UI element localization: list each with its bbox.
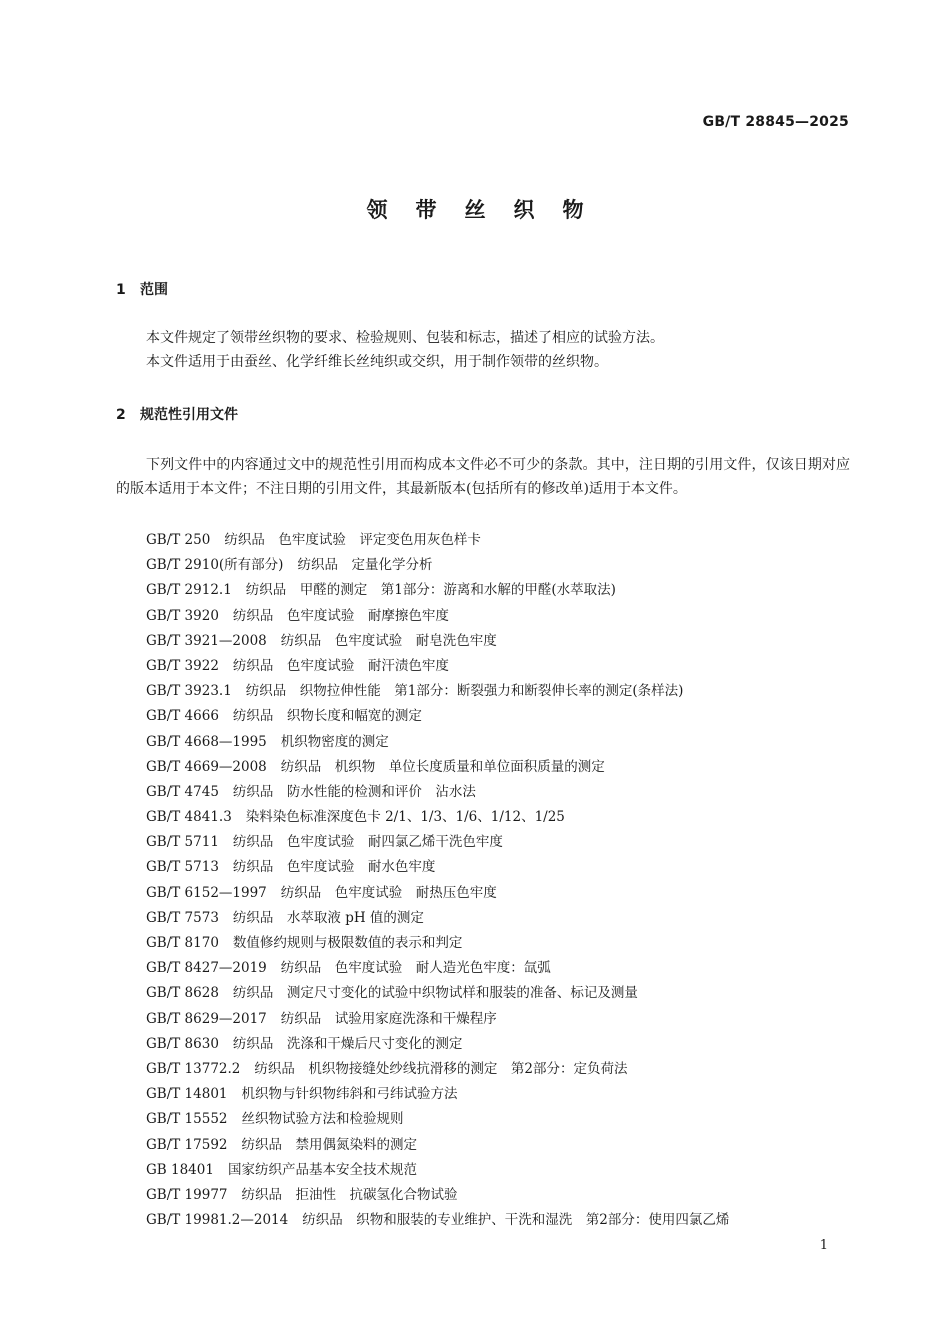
list-item — [146, 1158, 856, 1183]
list-item — [146, 654, 856, 679]
reference-code: GB/T 4668—1995 — [146, 733, 267, 750]
scope-body — [116, 326, 850, 374]
reference-title: 染料染色标准深度色卡 2/1、1/3、1/6、1/12、1/25 — [245, 809, 565, 826]
reference-code: GB/T 3920 — [146, 607, 219, 624]
reference-title: 纺织品 水萃取液 pH 值的测定 — [232, 909, 424, 926]
reference-title: 纺织品 织物长度和幅宽的测定 — [232, 708, 422, 725]
section-number: 2 — [116, 407, 126, 423]
list-item — [146, 1133, 856, 1158]
reference-title: 纺织品 色牢度试验 耐摩擦色牢度 — [232, 607, 449, 624]
reference-title: 机织物与针织物纬斜和弓纬试验方法 — [241, 1086, 458, 1103]
list-item — [146, 855, 856, 880]
reference-code: GB/T 8170 — [146, 935, 219, 951]
paragraph: 本文件适用于由蚕丝、化学纤维长丝纯织或交织，用于制作领带的丝织物。 — [146, 354, 608, 370]
list-item — [146, 755, 856, 780]
reference-code: GB/T 19981.2—2014 — [146, 1212, 289, 1229]
reference-code: GB/T 8427—2019 — [146, 960, 267, 977]
reference-title: 纺织品 试验用家庭洗涤和干燥程序 — [280, 1010, 497, 1027]
list-item — [146, 704, 856, 729]
reference-title: 国家纺织产品基本安全技术规范 — [227, 1161, 417, 1178]
reference-title: 纺织品 色牢度试验 耐皂洗色牢度 — [280, 632, 497, 649]
paragraph: 下列文件中的内容通过文中的规范性引用而构成本文件必不可少的条款。其中，注日期的引用文件，仅该日期对应的版本适用于本文件；不注日期的引用文件，其最新版本(包括所有的修改单)适用于本文件。 — [116, 457, 850, 497]
reference-code: GB/T 17592 — [146, 1136, 228, 1153]
reference-title: 数值修约规则与极限数值的表示和判定 — [232, 935, 463, 951]
reference-code: GB/T 4841.3 — [146, 809, 232, 826]
list-item — [146, 730, 856, 755]
reference-code: GB/T 5711 — [146, 834, 219, 851]
list-item — [146, 956, 856, 981]
section-title: 规范性引用文件 — [140, 407, 238, 423]
list-item — [146, 1057, 856, 1082]
reference-title: 纺织品 色牢度试验 耐热压色牢度 — [280, 884, 497, 901]
reference-code: GB/T 14801 — [146, 1086, 228, 1103]
reference-title: 纺织品 定量化学分析 — [297, 557, 433, 574]
reference-code: GB/T 5713 — [146, 859, 219, 876]
reference-code: GB/T 4669—2008 — [146, 758, 267, 775]
reference-title: 纺织品 甲醛的测定 第1部分：游离和水解的甲醛(水萃取法) — [245, 582, 616, 599]
section-number: 1 — [116, 282, 126, 298]
list-item — [146, 553, 856, 578]
list-item — [146, 1082, 856, 1107]
reference-code: GB/T 8628 — [146, 985, 219, 1002]
reference-code: GB/T 3921—2008 — [146, 632, 267, 649]
list-item — [146, 1107, 856, 1132]
paragraph: 本文件规定了领带丝织物的要求、检验规则、包装和标志，描述了相应的试验方法。 — [146, 330, 664, 346]
list-item — [146, 881, 856, 906]
reference-title: 纺织品 色牢度试验 耐水色牢度 — [232, 859, 436, 876]
reference-title: 纺织品 防水性能的检测和评价 沾水法 — [232, 783, 476, 800]
reference-title: 纺织品 拒油性 抗碳氢化合物试验 — [241, 1186, 458, 1203]
list-item — [146, 629, 856, 654]
section-heading-normative-references — [116, 404, 238, 424]
reference-title: 纺织品 测定尺寸变化的试验中织物试样和服装的准备、标记及测量 — [232, 985, 638, 1002]
list-item — [146, 780, 856, 805]
section-heading-scope — [116, 279, 168, 299]
list-item — [146, 578, 856, 603]
section-title: 范围 — [140, 282, 168, 298]
reference-title: 纺织品 色牢度试验 评定变色用灰色样卡 — [224, 532, 481, 548]
list-item — [146, 805, 856, 830]
reference-title: 纺织品 机织物接缝处纱线抗滑移的测定 第2部分：定负荷法 — [254, 1060, 628, 1077]
reference-code: GB/T 8629—2017 — [146, 1010, 267, 1027]
list-item — [146, 906, 856, 931]
list-item — [146, 830, 856, 855]
reference-title: 丝织物试验方法和检验规则 — [241, 1111, 404, 1128]
list-item — [146, 604, 856, 629]
reference-code: GB/T 2910(所有部分) — [146, 557, 284, 574]
page-number: 1 — [819, 1238, 828, 1253]
reference-code: GB/T 4666 — [146, 708, 219, 725]
reference-code: GB/T 8630 — [146, 1035, 219, 1052]
reference-title: 纺织品 织物和服装的专业维护、干洗和湿洗 第2部分：使用四氯乙烯 — [302, 1212, 730, 1229]
list-item — [146, 981, 856, 1006]
list-item — [146, 679, 856, 704]
list-item — [146, 1032, 856, 1057]
reference-code: GB/T 6152—1997 — [146, 884, 267, 901]
reference-code: GB/T 3922 — [146, 657, 219, 674]
references-intro — [116, 453, 850, 501]
reference-title: 机织物密度的测定 — [280, 733, 389, 750]
reference-code: GB/T 15552 — [146, 1111, 228, 1128]
reference-title: 纺织品 洗涤和干燥后尺寸变化的测定 — [232, 1035, 463, 1052]
reference-code: GB/T 13772.2 — [146, 1060, 241, 1077]
reference-code: GB/T 7573 — [146, 909, 219, 926]
reference-title: 纺织品 禁用偶氮染料的测定 — [241, 1136, 417, 1153]
reference-code: GB/T 250 — [146, 532, 211, 548]
list-item — [146, 1007, 856, 1032]
standard-number: GB/T 28845—2025 — [702, 114, 849, 130]
reference-title: 纺织品 机织物 单位长度质量和单位面积质量的测定 — [280, 758, 605, 775]
reference-title: 纺织品 色牢度试验 耐人造光色牢度：氙弧 — [280, 960, 551, 977]
reference-code: GB/T 19977 — [146, 1186, 228, 1203]
reference-code: GB/T 2912.1 — [146, 582, 232, 599]
list-item — [146, 528, 856, 553]
list-item — [146, 1183, 856, 1208]
reference-code: GB/T 4745 — [146, 783, 219, 800]
reference-code: GB/T 3923.1 — [146, 683, 232, 700]
document-title: 领带丝织物 — [366, 198, 612, 222]
reference-title: 纺织品 织物拉伸性能 第1部分：断裂强力和断裂伸长率的测定(条样法) — [245, 683, 684, 700]
reference-code: GB 18401 — [146, 1161, 214, 1178]
list-item — [146, 931, 856, 956]
list-item — [146, 1208, 856, 1233]
reference-title: 纺织品 色牢度试验 耐四氯乙烯干洗色牢度 — [232, 834, 503, 851]
reference-title: 纺织品 色牢度试验 耐汗渍色牢度 — [232, 657, 449, 674]
reference-list — [146, 528, 856, 1233]
